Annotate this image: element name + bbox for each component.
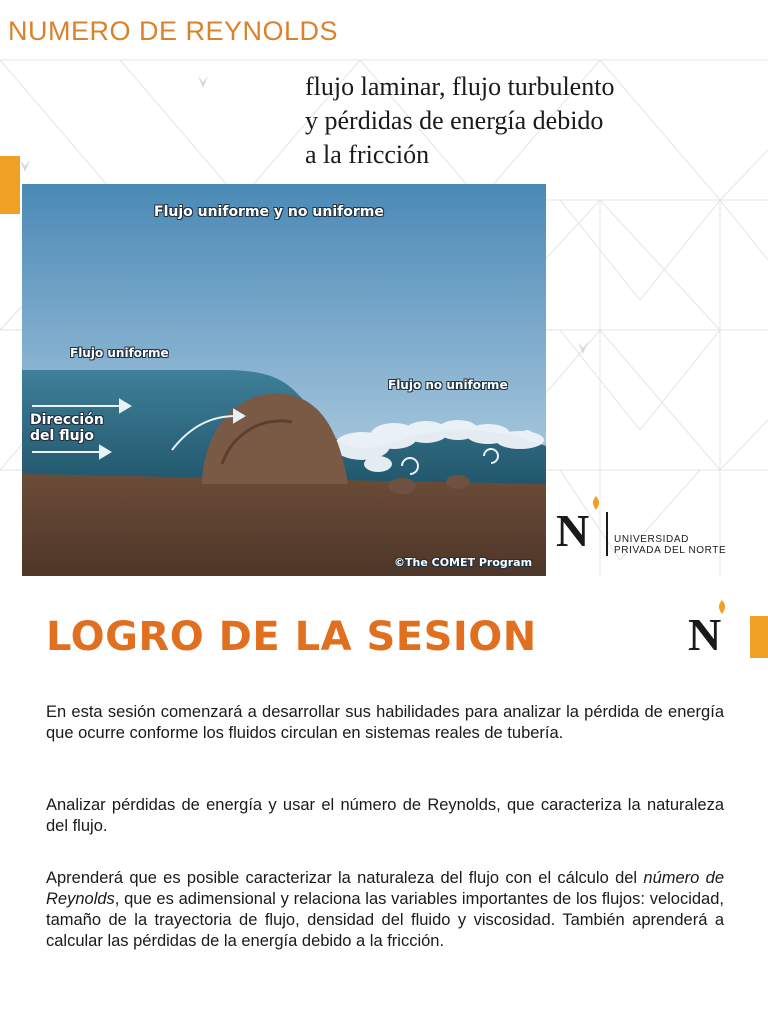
slide-2 — [0, 576, 768, 1024]
orange-accent-tab — [0, 156, 20, 214]
orange-accent-tab — [750, 616, 768, 658]
paragraph-1: En esta sesión comenzará a desarrollar sus habilidades para analizar la pérdida de energía que ocurre conforme los fluidos circulan en sistemas reales de tubería. — [46, 703, 724, 742]
subtitle-line-2: y pérdidas de energía debido — [305, 106, 604, 135]
subtitle — [305, 70, 725, 172]
session-goal-heading: LOGRO DE LA SESION — [46, 614, 537, 660]
university-logo — [556, 496, 756, 560]
photo-label-direction: Dirección del flujo — [30, 412, 104, 444]
paragraph-3-end: , que es adimensional y relaciona las variables importantes de los flujos: velocidad, tamaño de la trayectoria de flujo, densidad del fluido y viscosidad. También aprenderá a calcular las pérdidas de la energía debido a la fricción. — [46, 890, 724, 950]
logo-divider — [606, 512, 608, 556]
logo-letter: N — [556, 505, 590, 556]
flame-icon — [590, 496, 602, 510]
logo-line-2: PRIVADA DEL NORTE — [614, 545, 727, 556]
photo-label-uniform: Flujo uniforme — [70, 346, 169, 360]
paragraph-3-start: Aprenderá que es posible caracterizar la naturaleza del flujo con el cálculo del — [46, 869, 644, 887]
reynolds-number-term: número de Reynolds — [46, 869, 725, 908]
subtitle-line-3: a la fricción — [305, 140, 430, 169]
logo-text — [614, 534, 726, 556]
photo-label-nonuniform: Flujo no uniforme — [388, 378, 508, 392]
paragraph-2: Analizar pérdidas de energía y usar el número de Reynolds, que caracteriza la naturaleza del flujo. — [46, 796, 724, 835]
logo-line-1: UNIVERSIDAD — [614, 534, 689, 545]
paragraph-3 — [46, 868, 724, 952]
photo-label-title: Flujo uniforme y no uniforme — [154, 204, 384, 220]
university-logo-small — [688, 600, 738, 662]
slide-title: NUMERO DE REYNOLDS — [8, 16, 339, 46]
flow-illustration — [22, 184, 546, 576]
photo-credit: ©The COMET Program — [394, 556, 533, 569]
subtitle-line-1: flujo laminar, flujo turbulento — [305, 72, 615, 101]
logo-letter: N — [688, 609, 722, 660]
